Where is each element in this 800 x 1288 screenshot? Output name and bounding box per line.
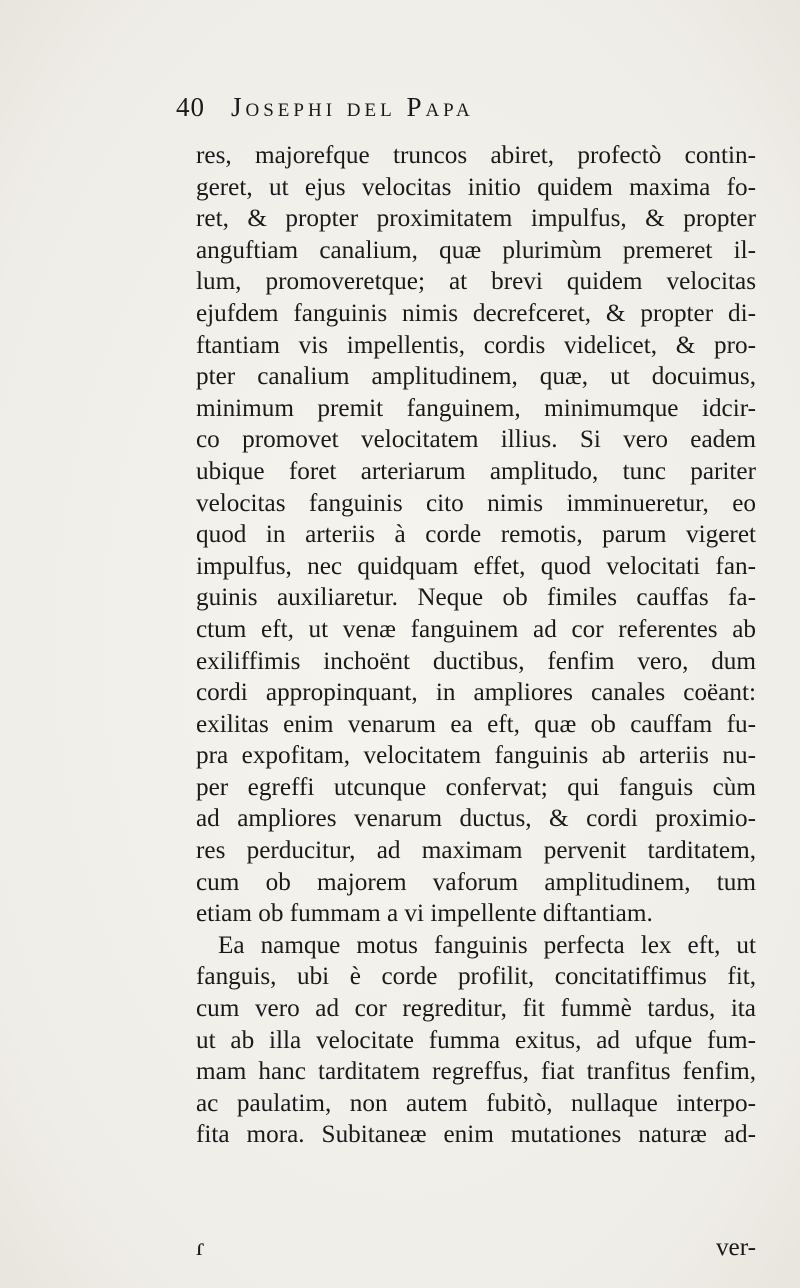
text-line: cum ob majorem vaforum amplitudinem, tum [196,868,756,896]
text-line: quod in arteriis à corde remotis, parum vigeret [196,521,756,549]
text-line: impulfus, nec quidquam effet, quod velocitati fan- [196,552,756,580]
text-line: geret, ut ejus velocitas initio quidem maxima fo- [196,173,756,201]
text-line: ut ab illa velocitate fumma exitus, ad ufque fum- [196,1026,756,1054]
text-line: exiliffimis inchoënt ductibus, fenfim vero, dum [196,647,756,675]
text-line: ftantiam vis impellentis, cordis videlicet, & pro- [196,331,756,359]
text-line: ejufdem fanguinis nimis decrefceret, & propter di- [196,299,756,327]
signature-mark: ɾ [196,1234,205,1261]
text-line: pter canalium amplitudinem, quæ, ut docuimus, [196,363,756,391]
page-header [176,92,736,132]
text-line: co promovet velocitatem illius. Si vero eadem [196,426,756,454]
text-line: ad ampliores venarum ductus, & cordi proximio- [196,805,756,833]
catchword: ver- [715,1234,756,1261]
body-text [196,140,756,1151]
text-line: cordi appropinquant, in ampliores canales coëant: [196,679,756,707]
text-line: res perducitur, ad maximam pervenit tarditatem, [196,837,756,865]
text-line: ret, & propter proximitatem impulfus, & propter [196,205,756,233]
text-line: ubique foret arteriarum amplitudo, tunc pariter [196,457,756,485]
text-line: mam hanc tarditatem regreffus, fiat tranfitus fenfim, [196,1058,756,1086]
text-line: exilitas enim venarum ea eft, quæ ob cauffam fu- [196,710,756,738]
text-line: ctum eft, ut venæ fanguinem ad cor referentes ab [196,615,756,643]
page-number: 40 [176,92,205,122]
text-line: anguftiam canalium, quæ plurimùm premeret il- [196,236,756,264]
text-line: minimum premit fanguinem, minimumque idcir- [196,394,756,422]
text-line: guinis auxiliaretur. Neque ob fimiles cauffas fa- [196,584,756,612]
text-line: ac paulatim, non autem fubitò, nullaque interpo- [196,1089,756,1117]
text-line: fanguis, ubi è corde profilit, concitatiffimus fit, [196,963,756,991]
text-line: fita mora. Subitaneæ enim mutationes naturæ ad- [196,1121,756,1149]
text-line: lum, promoveretque; at brevi quidem velocitas [196,268,756,296]
text-line: per egreffi utcunque confervat; qui fanguis cùm [196,773,756,801]
text-line: res, majorefque truncos abiret, profectò contin- [196,142,756,169]
running-head: Josephi del Papa [231,92,474,122]
text-line: pra expofitam, velocitatem fanguinis ab arteriis nu- [196,742,756,770]
text-line: velocitas fanguinis cito nimis imminueretur, eo [196,489,756,517]
text-line: cum vero ad cor regreditur, fit fummè tardus, ita [196,995,756,1023]
text-line: etiam ob fummam a vi impellente diftantiam. [196,900,653,928]
page-footer [196,1234,756,1266]
text-line: Ea namque motus fanguinis perfecta lex eft, ut [218,931,756,959]
